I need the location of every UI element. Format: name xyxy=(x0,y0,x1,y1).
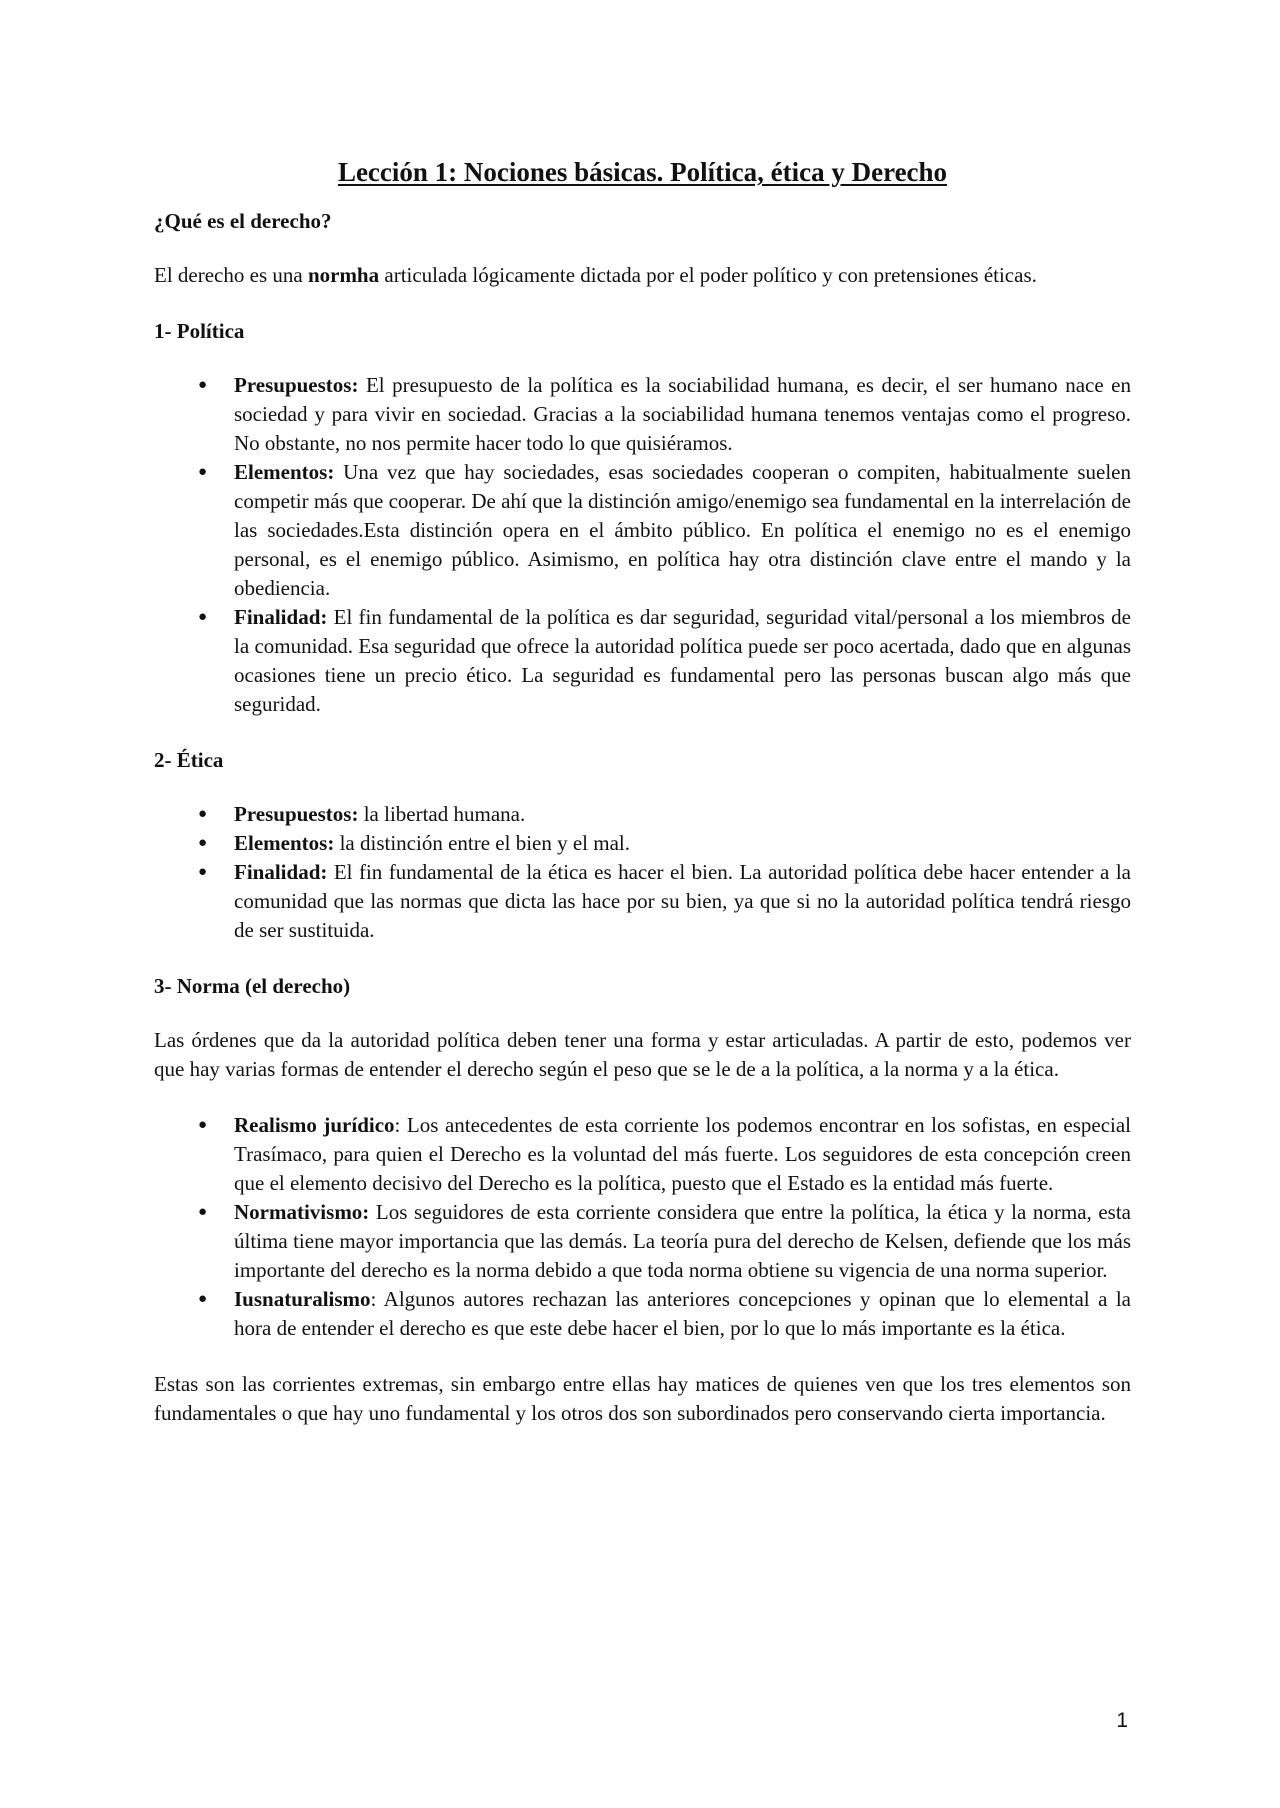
intro-text-after: articulada lógicamente dictada por el poder político y con pretensiones éticas. xyxy=(379,263,1037,287)
list-item-term: Presupuestos: xyxy=(234,373,359,397)
norma-paragraph: Las órdenes que da la autoridad política deben tener una forma y estar articuladas. A partir de esto, podemos ver que hay varias formas de entender el derecho según el peso que se le de a la política, a la norma y a la ética. xyxy=(154,1028,1131,1081)
list-item xyxy=(154,858,1131,945)
intro-bold-term: normha xyxy=(307,263,380,287)
bullet-icon: ● xyxy=(198,835,208,851)
list-item-term: Elementos: xyxy=(234,831,335,855)
page-number: 1 xyxy=(1116,1709,1128,1732)
norma-list xyxy=(154,1111,1131,1343)
list-item-text: El fin fundamental de la política es dar seguridad, seguridad vital/personal a los miembros de la comunidad. Esa seguridad que ofrece la autoridad política puede ser poco acertada, dado que en algunas ocasiones tiene un precio ético. La seguridad es fundamental pero las personas buscan algo más que seguridad. xyxy=(234,605,1131,716)
list-item-term: Finalidad: xyxy=(234,860,328,884)
list-item-term: Presupuestos: xyxy=(234,802,359,826)
list-item xyxy=(154,458,1131,603)
bullet-icon: ● xyxy=(198,864,208,880)
bullet-icon: ● xyxy=(198,1291,208,1307)
list-item xyxy=(154,800,1131,829)
list-item-text: El presupuesto de la política es la sociabilidad humana, es decir, el ser humano nace en sociedad y para vivir en sociedad. Gracias a la sociabilidad humana tenemos ventajas como el progreso. No obstante, no nos permite hacer todo lo que quisiéramos. xyxy=(234,373,1131,455)
list-item-text: : Algunos autores rechazan las anteriores concepciones y opinan que lo elemental a la hora de entender el derecho es que este debe hacer el bien, por lo que lo más importante es la ética. xyxy=(234,1287,1131,1340)
list-item-term: Normativismo: xyxy=(234,1200,370,1224)
list-item xyxy=(154,1198,1131,1285)
list-item-term: Realismo jurídico xyxy=(234,1113,395,1137)
list-item-text: Una vez que hay sociedades, esas sociedades cooperan o compiten, habitualmente suelen competir más que cooperar. De ahí que la distinción amigo/enemigo sea fundamental en la interrelación de las sociedades.Esta distinción opera en el ámbito público. En política el enemigo no es el enemigo personal, es el enemigo público. Asimismo, en política hay otra distinción clave entre el mando y la obediencia. xyxy=(234,460,1131,600)
list-item xyxy=(154,371,1131,458)
bullet-icon: ● xyxy=(198,1204,208,1220)
question-heading: ¿Qué es el derecho? xyxy=(154,209,332,233)
bullet-icon: ● xyxy=(198,377,208,393)
document-title: Lección 1: Nociones básicas. Política, ética y Derecho xyxy=(337,157,948,187)
list-item-text: : Los antecedentes de esta corriente los podemos encontrar en los sofistas, en especial Trasímaco, para quien el Derecho es la voluntad del más fuerte. Los seguidores de esta concepción creen que el elemento decisivo del Derecho es la política, puesto que el Estado es la entidad más fuerte. xyxy=(234,1113,1132,1195)
intro-text-before: El derecho es una xyxy=(154,263,308,287)
list-item-text: El fin fundamental de la ética es hacer el bien. La autoridad política debe hacer entender a la comunidad que las normas que dicta las hace por su bien, ya que si no la autoridad política tendrá riesgo de ser sustituida. xyxy=(234,860,1131,942)
list-item-text: la distinción entre el bien y el mal. xyxy=(334,831,630,855)
section-heading-norma: 3- Norma (el derecho) xyxy=(154,974,351,998)
list-item xyxy=(154,603,1131,719)
politica-list xyxy=(154,371,1131,719)
bullet-icon: ● xyxy=(198,1117,208,1133)
list-item-term: Finalidad: xyxy=(234,605,328,629)
etica-list xyxy=(154,800,1131,945)
list-item-text: Los seguidores de esta corriente considera que entre la política, la ética y la norma, esta última tiene mayor importancia que las demás. La teoría pura del derecho de Kelsen, defiende que los más importante del derecho es la norma debido a que toda norma obtiene su vigencia de una norma superior. xyxy=(234,1200,1131,1282)
list-item-text: la libertad humana. xyxy=(358,802,526,826)
bullet-icon: ● xyxy=(198,806,208,822)
list-item-term: Elementos: xyxy=(234,460,335,484)
bullet-icon: ● xyxy=(198,464,208,480)
section-heading-etica: 2- Ética xyxy=(154,748,224,772)
list-item xyxy=(154,1285,1131,1343)
section-heading-politica: 1- Política xyxy=(154,319,245,343)
intro-paragraph xyxy=(154,261,1131,290)
bullet-icon: ● xyxy=(198,609,208,625)
list-item-term: Iusnaturalismo xyxy=(234,1287,371,1311)
closing-paragraph: Estas son las corrientes extremas, sin embargo entre ellas hay matices de quienes ven que los tres elementos son fundamentales o que hay uno fundamental y los otros dos son subordinados pero conservando cierta importancia. xyxy=(154,1372,1131,1425)
document-body xyxy=(154,154,1131,1428)
list-item xyxy=(154,1111,1131,1198)
list-item xyxy=(154,829,1131,858)
